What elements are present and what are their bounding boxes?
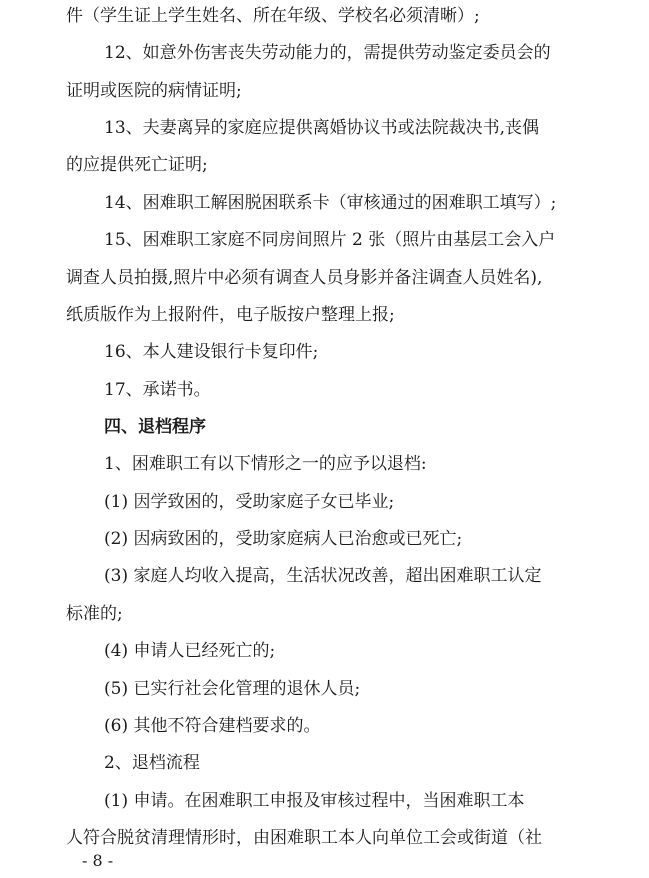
text-line: 纸质版作为上报附件，电子版按户整理上报;	[66, 305, 395, 325]
text-line: 2、退档流程	[104, 753, 200, 773]
text-line: (4) 申请人已经死亡的;	[104, 641, 276, 661]
text-line: 15、困难职工家庭不同房间照片 2 张（照片由基层工会入户	[104, 230, 556, 250]
text-line: 16、本人建设银行卡复印件;	[104, 342, 319, 362]
text-line: 17、承诺书。	[104, 380, 211, 400]
text-line: 人符合脱贫清理情形时，由困难职工本人向单位工会或街道（社	[66, 828, 542, 848]
text-line: (5) 已实行社会化管理的退休人员;	[104, 679, 361, 699]
text-line: (6) 其他不符合建档要求的。	[104, 716, 321, 736]
page-number: - 8 -	[82, 851, 114, 870]
text-line: 证明或医院的病情证明;	[66, 81, 242, 101]
text-line: (1) 因学致困的，受助家庭子女已毕业;	[104, 492, 395, 512]
text-line: 12、如意外伤害丧失劳动能力的，需提供劳动鉴定委员会的	[104, 43, 551, 63]
text-line: 件（学生证上学生姓名、所在年级、学校名必须清晰）;	[66, 6, 480, 26]
text-line: 13、夫妻离异的家庭应提供离婚协议书或法院裁决书,丧偶	[104, 118, 540, 138]
text-line: (1) 申请。在困难职工申报及审核过程中，当困难职工本	[104, 791, 525, 811]
text-line: 的应提供死亡证明;	[66, 155, 208, 175]
text-line: (2) 因病致困的，受助家庭病人已治愈或已死亡;	[104, 529, 463, 549]
text-line: 调查人员拍摄,照片中必须有调查人员身影并备注调查人员姓名),	[66, 268, 543, 288]
text-line: 标准的;	[66, 604, 123, 624]
text-line: 14、困难职工解困脱困联系卡（审核通过的困难职工填写）;	[104, 193, 557, 213]
text-line: (3) 家庭人均收入提高，生活状况改善，超出困难职工认定	[104, 566, 542, 586]
section-heading: 四、退档程序	[104, 417, 206, 437]
text-line: 1、困难职工有以下情形之一的应予以退档:	[104, 454, 427, 474]
